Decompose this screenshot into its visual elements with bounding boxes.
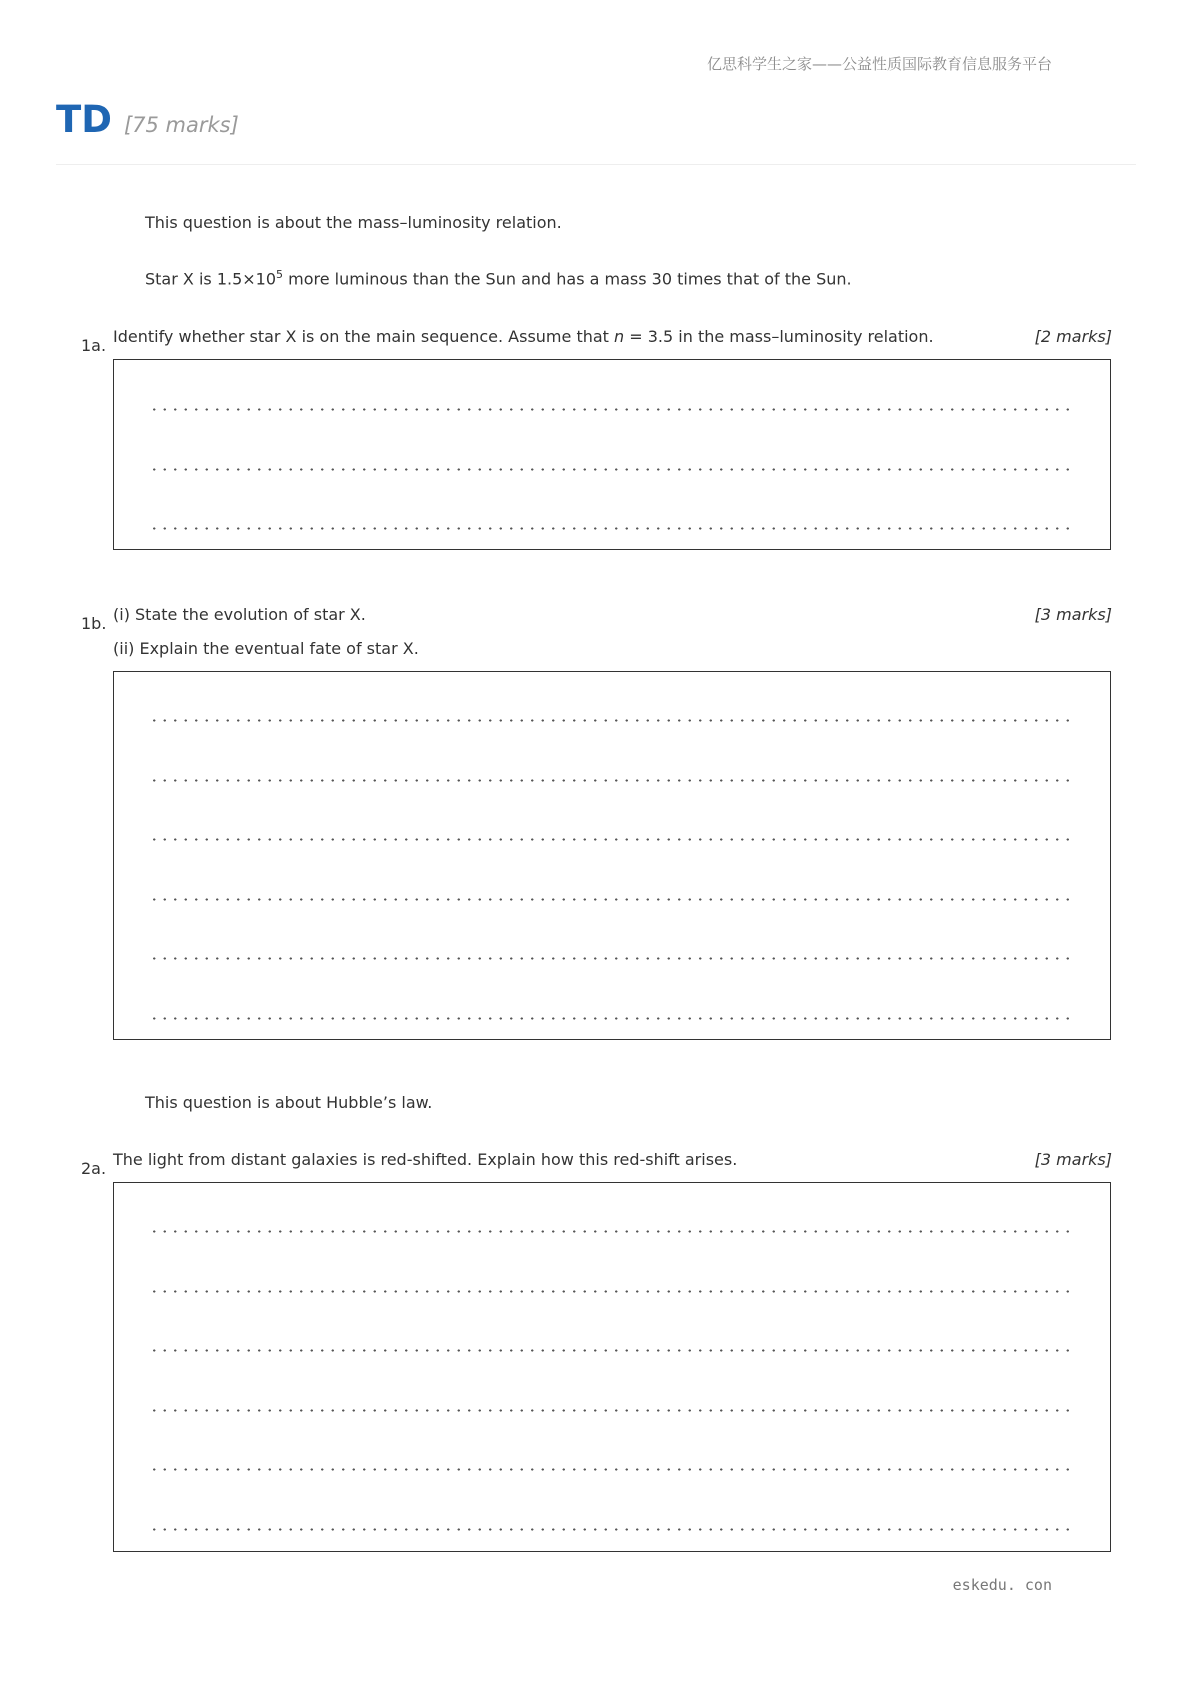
header-divider — [56, 164, 1136, 165]
q2-intro: This question is about Hubble’s law. — [145, 1093, 433, 1112]
answer-line — [149, 898, 1069, 901]
q1-star-description: Star X is $1.5\times 10^5$ more luminous than the Sun and has a mass 30 times that of the Sun. — [145, 268, 852, 289]
answer-box-2a[interactable] — [113, 1182, 1111, 1552]
answer-line — [149, 1290, 1069, 1293]
answer-line — [149, 527, 1069, 530]
answer-line — [149, 468, 1069, 471]
answer-line — [149, 408, 1069, 411]
answer-line — [149, 957, 1069, 960]
watermark-bottom: eskedu. con — [952, 1576, 1052, 1594]
answer-line — [149, 1528, 1069, 1531]
answer-line — [149, 779, 1069, 782]
answer-line — [149, 1468, 1069, 1471]
answer-line — [149, 1409, 1069, 1412]
question-marks-2a: [3 marks] — [1034, 1150, 1112, 1169]
question-text-2a: The light from distant galaxies is red-shifted. Explain how this red-shift arises. — [113, 1150, 738, 1169]
page-title: TD — [56, 98, 112, 141]
question-number-1a: 1a. — [81, 336, 107, 355]
answer-box-1b[interactable] — [113, 671, 1111, 1040]
question-text-1b-i: (i) State the evolution of star X. — [113, 605, 366, 624]
q1-intro: This question is about the mass–luminosity relation. — [145, 213, 562, 232]
answer-line — [149, 1017, 1069, 1020]
answer-box-1a[interactable] — [113, 359, 1111, 550]
answer-line — [149, 1349, 1069, 1352]
question-text-1a: Identify whether star X is on the main sequence. Assume that n = 3.5 in the mass–luminosity relation. — [113, 327, 934, 346]
answer-line — [149, 1230, 1069, 1233]
answer-line — [149, 719, 1069, 722]
question-marks-1b: [3 marks] — [1034, 605, 1112, 624]
question-number-2a: 2a. — [81, 1159, 107, 1178]
question-text-1b-ii: (ii) Explain the eventual fate of star X. — [113, 639, 419, 658]
question-marks-1a: [2 marks] — [1034, 327, 1112, 346]
question-number-1b: 1b. — [81, 614, 107, 633]
watermark-top: 亿思科学生之家——公益性质国际教育信息服务平台 — [706, 55, 1052, 73]
page-header — [56, 98, 239, 141]
total-marks: [75 marks] — [123, 113, 239, 137]
answer-line — [149, 838, 1069, 841]
